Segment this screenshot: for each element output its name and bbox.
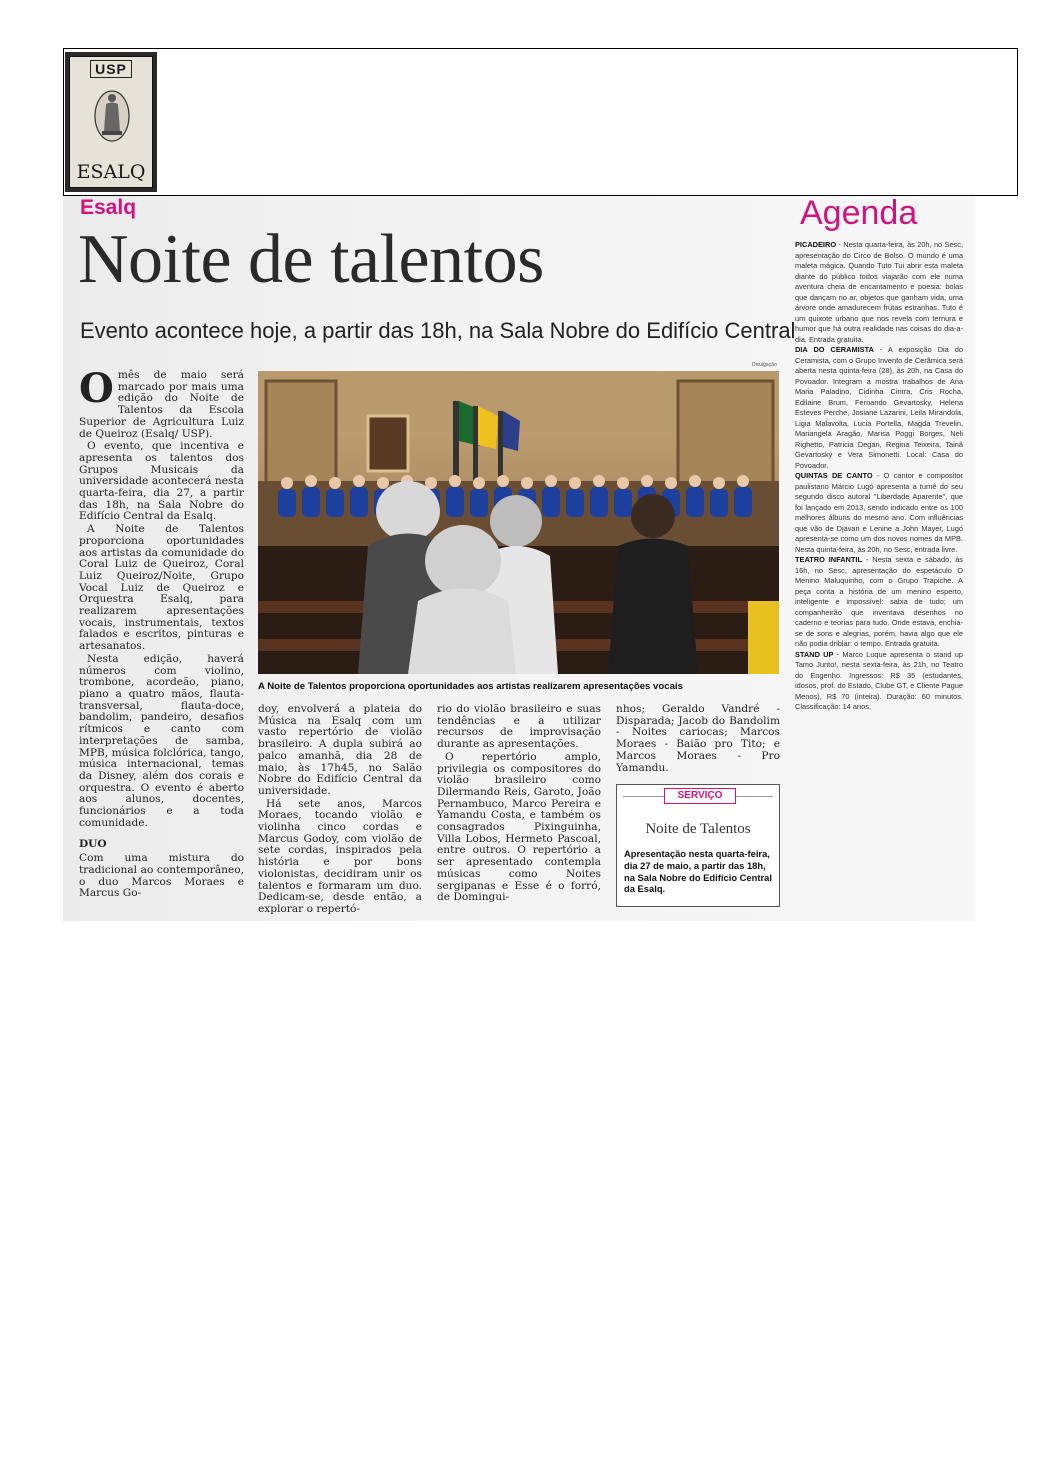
usp-esalq-logo bbox=[65, 52, 157, 192]
photo-caption: A Noite de Talentos proporciona oportunidades aos artistas realizarem apresentações vocais bbox=[258, 681, 683, 692]
paragraph-7-start: O repertório amplo, privilegia os compositores do violão brasileiro como Dilermando Reis, Garoto, João Pernambuco, Marco Pereira e Yamandu Costa, e também os consagrados Pixinguinha, Villa Lobos, Hermeto Pascoal, entre outros. O repertório a ser apresentado contempla músicas como Noites sergipanas e Esse é o forró, de Domingui- bbox=[437, 750, 601, 904]
paragraph-5-start: Com uma mistura do tradicional ao contemporâneo, o duo Marcos Moraes e Marcus Go- bbox=[79, 852, 244, 900]
logo-usp-text: USP bbox=[90, 60, 132, 78]
subheading-duo: DUO bbox=[79, 838, 107, 851]
headline: Noite de talentos bbox=[78, 221, 544, 298]
statue-icon bbox=[90, 83, 134, 145]
paragraph-5-cont: doy, envolverá a plateia do Música na Esalq com um vasto repertório de violão brasileiro. A dupla subirá ao palco amanhã, dia 28 de maio, às 17h45, no Salão Nobre do Edifício Central da universidade. bbox=[258, 703, 422, 797]
article-column-3 bbox=[437, 704, 601, 905]
header-frame bbox=[63, 48, 1018, 196]
article-column-2 bbox=[258, 704, 422, 917]
paragraph-1: Omês de maio será marcado por mais uma edição do Noite de Talentos da Escola Superior de Agricultura Luiz de Queiroz (Esalq/ USP). bbox=[79, 365, 244, 440]
servico-text: Apresentação nesta quarta-feira, dia 27 de maio, a partir das 18h, na Sala Nobre do Edifício Central da Esalq. bbox=[624, 848, 772, 895]
agenda-item: DIA DO CERAMISTA - A exposição Dia do Ceramista, com o Grupo Invento de Cerâmica será aberta nesta quinta-feira (28), às 20h, na Casa do Povoador. Integram a mostra trabalhos de Ana Maria Paladino, Cidinha Cintra, Cris Rocha, Edilaine Brum, Fernando Gevartosky, Helena Esteves Perche, Josiane Lazarini, Leila Mirandola, Ligia Malavolta, Lucia Portella, Magda Trevelin, Mariangela Aragão, Marisa Poggi Borges, Neli Righetto, Patricia Degan, Regina Teixeira, Tainã Gevartosky e Vera Simonetti. Local: Casa do Povoador. bbox=[795, 345, 964, 470]
agenda-item: QUINTAS DE CANTO - O cantor e compositor paulistano Márcio Lugó apresenta a turnê do seu segundo disco autoral "Liberdade Aparente", que foi lançado em 2013, sendo indicado entre os 100 melhores álbuns do mesmo ano. Com influências que vão de Djavan e Lenine a John Mayer, Lugó apresenta-se como um dos novos nomes da MPB. Nesta quinta-feira, às 20h, no Sesc, entrada livre. bbox=[795, 471, 963, 554]
paragraph-3: A Noite de Talentos proporciona oportunidades aos artistas da comunidade do Coral Luiz de Queiroz, Coral Luiz Queiroz/Noite, Grupo Vocal Luiz de Queiroz e Orquestra Esalq, para realizarem apresentações vocais, instrumentais, textos falados e escritos, pinturas e artesanatos. bbox=[79, 523, 244, 653]
photo-credit: Divulgação bbox=[752, 362, 777, 368]
agenda-item: STAND UP - Marco Luque apresenta o stand up Tamo Junto!, nesta sexta-feira, às 21h, no Teatro do Engenho. Ingressos: R$ 35 (estudantes, idosos, prof. do Estado, Clube GT, e Cliente Pague Menos), R$ 70 (inteira). Duração: 60 minutos. Classificação: 14 anos. bbox=[795, 649, 964, 711]
servico-title: Noite de Talentos bbox=[645, 821, 751, 837]
article-column-4 bbox=[616, 704, 780, 775]
agenda-title: Agenda bbox=[800, 194, 918, 232]
subheadline: Evento acontece hoje, a partir das 18h, na Sala Nobre do Edifício Central bbox=[80, 318, 796, 343]
article-column-1 bbox=[79, 365, 244, 901]
section-tag: Esalq bbox=[80, 196, 137, 219]
agenda-list bbox=[795, 240, 963, 713]
choir-photo bbox=[258, 371, 779, 674]
paragraph-7-cont: nhos; Geraldo Vandré - Disparada; Jacob do Bandolim - Noites cariocas; Marcos Moraes - Baião pro Tito; e Marcos Moraes - Pro Yamandu. bbox=[616, 703, 780, 774]
paragraph-2: O evento, que incentiva e apresenta os talentos dos Grupos Musicais da universidade acontecerá nesta quarta-feira, dia 27, a partir das 18h, na Sala Nobre do Edifício Central da Esalq. bbox=[79, 440, 244, 523]
paragraph-4: Nesta edição, haverá números com violino, trombone, acordeão, piano, piano a quatro mãos, flauta-transversal, flauta-doce, bandolim, pandeiro, desafios rítmicos e canto com interpretações de samba, MPB, música folclórica, tango, música internacional, temas da Disney, além dos corais e orquestra. O evento é aberto aos alunos, docentes, funcionários e a toda comunidade. bbox=[79, 652, 244, 829]
agenda-item: TEATRO INFANTIL - Nesta sexta e sábado, às 16h, no Sesc, apresentação do espetáculo O Menino Maluquinho, com o Grupo Trapiche. A peça conta a história de um menino esperto, inteligente e impossível: sabia de tudo; um companheirão que inventava desenhos no caderno e teorias para tudo. Onde estava, enchia-se de sons e alegrias, porém, havia algo que ele não podia driblar: o tempo. Entrada gratuita. bbox=[795, 555, 964, 648]
paragraph-6-start: Há sete anos, Marcos Moraes, tocando violão e violinha cinco cordas e Marcus Godoy, com violão de sete cordas, inspirados pela história e por bons violonistas, decidiram unir os talentos e formaram um duo. Dedicam-se, desde então, a explorar o repertó- bbox=[258, 797, 422, 915]
dropcap: O bbox=[79, 365, 114, 412]
agenda-item: PICADEIRO - Nesta quarta-feira, às 20h, no Sesc, apresentação do Circo de Bolso. O mundo é uma maleta mágica. Quando Tuto Tui abrir esta maleta diante do público todos viajarão com ele numa aventura cheia de encantamento e poesia: bolas que dançam no ar, objetos que ganham vida, uma árvore onde amadurecem frutas estranhas. Tuto é um quixote urbano que nos revela com ternura e humor que há outra realidade nas coisas do dia-a-dia. Entrada gratuita. bbox=[795, 240, 963, 344]
logo-esalq-text: ESALQ bbox=[76, 161, 146, 183]
servico-box bbox=[616, 784, 780, 907]
servico-label: SERVIÇO bbox=[664, 788, 736, 804]
paragraph-6-cont: rio do violão brasileiro e suas tendências e a utilizar recursos de improvisação durante as apresentações. bbox=[437, 703, 601, 751]
